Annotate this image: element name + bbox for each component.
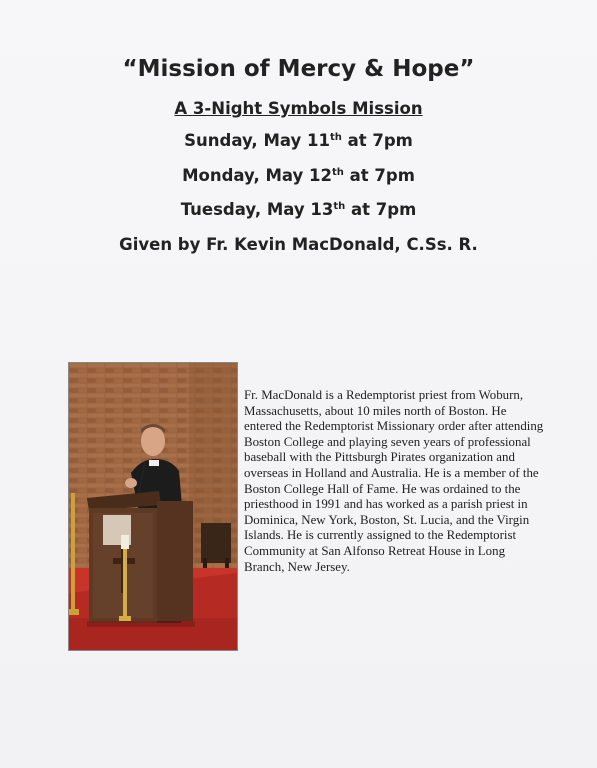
flyer-title: “Mission of Mercy & Hope” <box>122 56 475 82</box>
date-day: Monday, May 12 <box>182 166 333 185</box>
biography-text: Fr. MacDonald is a Redemptorist priest from Woburn, Massachusetts, about 10 miles north of Boston. He entered the Redemptorist Missionary order after attending Boston College and playing seven years of professional baseball with the Pittsburgh Pirates organization and overseas in Holland and Australia. He is a member of the Boston College Hall of Fame. He was ordained to the priesthood in 1991 and has worked as a parish priest in Dominica, New York, Boston, St. Lucia, and the Virgin Islands. He is currently assigned to the Redemptorist Community at San Alfonso Retreat House in Long Branch, New Jersey. <box>244 388 544 574</box>
date-time: at 7pm <box>341 131 413 150</box>
date-suffix: th <box>333 201 346 212</box>
flyer-subtitle <box>0 99 597 118</box>
date-day: Tuesday, May 13 <box>180 200 334 219</box>
date-time: at 7pm <box>345 200 417 219</box>
date-time: at 7pm <box>343 166 415 185</box>
date-line-sunday <box>0 131 597 150</box>
date-line-tuesday <box>0 200 597 219</box>
subtitle-text: A 3-Night Symbols Mission <box>174 99 423 118</box>
date-line-monday <box>0 166 597 185</box>
date-suffix: th <box>332 167 344 178</box>
given-by-line: Given by Fr. Kevin MacDonald, C.Ss. R. <box>119 235 478 254</box>
date-day: Sunday, May 11 <box>184 131 330 150</box>
priest-at-pulpit-image <box>69 363 237 650</box>
date-suffix: th <box>329 132 342 143</box>
priest-photo <box>68 362 238 651</box>
